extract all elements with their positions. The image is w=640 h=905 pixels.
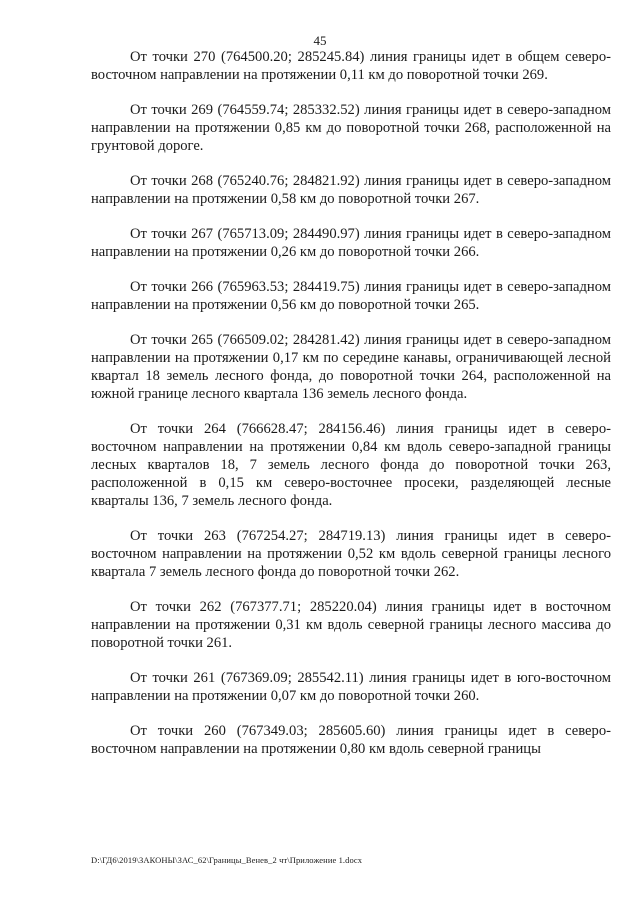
paragraph: От точки 267 (765713.09; 284490.97) линия границы идет в северо-западном направлении на протяжении 0,26 км до поворотной точки 266. [91, 226, 611, 260]
document-body [91, 48, 611, 775]
paragraph: От точки 260 (767349.03; 285605.60) линия границы идет в северо-восточном направлении на протяжении 0,80 км вдоль северной границы [91, 723, 611, 757]
paragraph: От точки 263 (767254.27; 284719.13) линия границы идет в северо-восточном направлении на протяжении 0,52 км вдоль северной границы лесного квартала 7 земель лесного фонда до поворотной точки 262. [91, 528, 611, 580]
paragraph: От точки 270 (764500.20; 285245.84) линия границы идет в общем северо-восточном направлении на протяжении 0,11 км до поворотной точки 269. [91, 49, 611, 83]
paragraph: От точки 268 (765240.76; 284821.92) линия границы идет в северо-западном направлении на протяжении 0,58 км до поворотной точки 267. [91, 173, 611, 207]
footer-file-path: D:\ГД6\2019\ЗАКОНЫ\ЗАС_62\Границы_Венев_2 чт\Приложение 1.docx [91, 855, 363, 865]
paragraph: От точки 261 (767369.09; 285542.11) линия границы идет в юго-восточном направлении на протяжении 0,07 км до поворотной точки 260. [91, 670, 611, 704]
paragraph: От точки 265 (766509.02; 284281.42) линия границы идет в северо-западном направлении на протяжении 0,17 км по середине канавы, ограничивающей лесной квартал 18 земель лесного фонда, до поворотной точки 264, расположенной на южной границе лесного квартала 136 земель лесного фонда. [91, 332, 611, 402]
paragraph: От точки 264 (766628.47; 284156.46) линия границы идет в северо-восточном направлении на протяжении 0,84 км вдоль северо-западной границы лесных кварталов 18, 7 земель лесного фонда до поворотной точки 263, расположенной в 0,15 км северо-восточнее просеки, разделяющей лесные кварталы 136, 7 земель лесного фонда. [91, 421, 611, 509]
page-number: 45 [313, 33, 327, 48]
paragraph: От точки 262 (767377.71; 285220.04) линия границы идет в восточном направлении на протяжении 0,31 км вдоль северной границы лесного массива до поворотной точки 261. [91, 599, 611, 651]
paragraph: От точки 266 (765963.53; 284419.75) линия границы идет в северо-западном направлении на протяжении 0,56 км до поворотной точки 265. [91, 279, 611, 313]
paragraph: От точки 269 (764559.74; 285332.52) линия границы идет в северо-западном направлении на протяжении 0,85 км до поворотной точки 268, расположенной на грунтовой дороге. [91, 102, 611, 154]
